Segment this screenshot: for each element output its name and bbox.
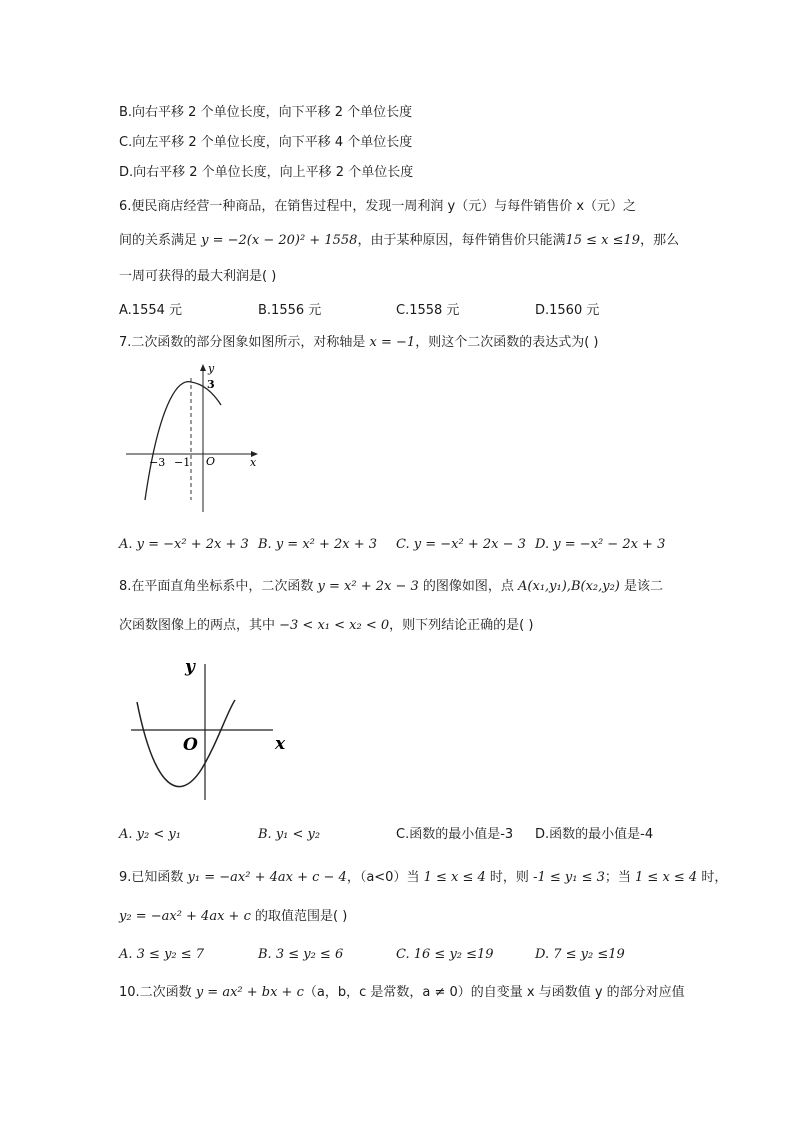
q8-line1-text-a: 8.在平面直角坐标系中，二次函数 (119, 579, 318, 594)
q8-option-c: C.函数的最小值是-3 (396, 827, 514, 842)
q8-origin: O (183, 735, 198, 755)
q7-option-a: A. y = −x² + 2x + 3 (119, 537, 249, 552)
q9-option-c: C. 16 ≤ y₂ ≤19 (396, 947, 494, 962)
option-b-prev: B.向右平移 2 个单位长度，向下平移 2 个单位长度 (119, 105, 413, 120)
q6-line2-text-b: ，由于某种原因，每件销售价只能满 (357, 233, 566, 248)
q9-line1 (119, 869, 727, 887)
q6-price-range: 15 ≤ x ≤19 (565, 233, 641, 248)
q8-points: A(x₁,y₁),B(x₂,y₂) (518, 579, 620, 594)
q10-formula: y = ax² + bx + c (195, 985, 304, 1000)
q6-profit-formula: y = −2(x − 20)² + 1558 (201, 233, 358, 248)
q10-line1-text-a: 10.二次函数 (119, 985, 196, 1000)
q7-tick-neg1: −1 (174, 456, 191, 469)
q9-range-1: 1 ≤ x ≤ 4 (423, 870, 486, 885)
q8-y-label: y (185, 657, 195, 677)
q9-line2-text-b: 的取值范围是( ) (250, 909, 348, 924)
q6-line3: 一周可获得的最大利润是( ) (119, 269, 277, 284)
q8-line2-text-b: ，则下列结论正确的是( ) (389, 618, 534, 633)
q9-y2-formula: y₂ = −ax² + 4ax + c (119, 909, 251, 924)
q7-stem (119, 334, 598, 352)
q8-option-b: B. y₁ < y₂ (258, 827, 321, 842)
q6-option-b: B.1556 元 (258, 303, 322, 318)
q6-option-d: D.1560 元 (535, 303, 600, 318)
q7-graph (120, 360, 270, 520)
q9-line2 (119, 908, 347, 926)
q7-origin: O (206, 455, 216, 468)
q7-y-label: y (208, 362, 215, 375)
q6-line2 (119, 232, 679, 250)
q10-line1 (119, 984, 685, 1002)
q9-option-b: B. 3 ≤ y₂ ≤ 6 (258, 947, 344, 962)
q6-option-a: A.1554 元 (119, 303, 183, 318)
q8-line2-text-a: 次函数图像上的两点，其中 (119, 618, 280, 633)
q8-line1-text-c: 是该二 (619, 579, 664, 594)
q9-range-3: 1 ≤ x ≤ 4 (635, 870, 698, 885)
q7-option-d: D. y = −x² − 2x + 3 (535, 537, 666, 552)
q6-option-c: C.1558 元 (396, 303, 460, 318)
q7-tick-3: 3 (207, 378, 215, 391)
q10-line1-text-b: （a，b，c 是常数，a ≠ 0）的自变量 x 与函数值 y 的部分对应值 (303, 985, 685, 1000)
q8-x-label: x (275, 734, 286, 754)
q9-line1-text-d: ；当 (604, 870, 636, 885)
q9-line1-text-c: 时，则 (485, 870, 534, 885)
q8-range: −3 < x₁ < x₂ < 0 (279, 618, 390, 633)
q9-line1-text-b: ，（a<0）当 (346, 870, 424, 885)
q7-option-c: C. y = −x² + 2x − 3 (396, 537, 526, 552)
q8-option-d: D.函数的最小值是-4 (535, 827, 654, 842)
q7-parabola (145, 382, 221, 500)
q8-option-a: A. y₂ < y₁ (119, 827, 181, 842)
q8-line2 (119, 617, 533, 635)
q6-line1: 6.便民商店经营一种商品，在销售过程中，发现一周利润 y（元）与每件销售价 x（元）之 (119, 199, 637, 214)
q7-x-label: x (250, 456, 257, 469)
q8-line1-text-b: 的图像如图，点 (418, 579, 519, 594)
q6-line2-text-a: 间的关系满足 (119, 233, 202, 248)
q9-line1-text-a: 9.已知函数 (119, 870, 188, 885)
q7-axis-equation: x = −1 (369, 335, 416, 350)
q6-line2-text-c: ，那么 (640, 233, 680, 248)
option-c-prev: C.向左平移 2 个单位长度，向下平移 4 个单位长度 (119, 135, 413, 150)
q8-function-formula: y = x² + 2x − 3 (317, 579, 419, 594)
q8-line1 (119, 578, 663, 596)
q7-stem-text-a: 7.二次函数的部分图象如图所示，对称轴是 (119, 335, 370, 350)
q9-option-d: D. 7 ≤ y₂ ≤19 (535, 947, 625, 962)
q9-range-2: -1 ≤ y₁ ≤ 3 (533, 870, 605, 885)
q9-y1-formula: y₁ = −ax² + 4ax + c − 4 (187, 870, 347, 885)
q9-line1-text-e: 时， (697, 870, 728, 885)
option-d-prev: D.向右平移 2 个单位长度，向上平移 2 个单位长度 (119, 165, 414, 180)
q9-option-a: A. 3 ≤ y₂ ≤ 7 (119, 947, 205, 962)
q7-y-arrow (200, 364, 206, 371)
q8-graph (125, 652, 295, 807)
q7-tick-neg3: −3 (149, 456, 166, 469)
q7-stem-text-b: ，则这个二次函数的表达式为( ) (415, 335, 599, 350)
q7-option-b: B. y = x² + 2x + 3 (258, 537, 378, 552)
